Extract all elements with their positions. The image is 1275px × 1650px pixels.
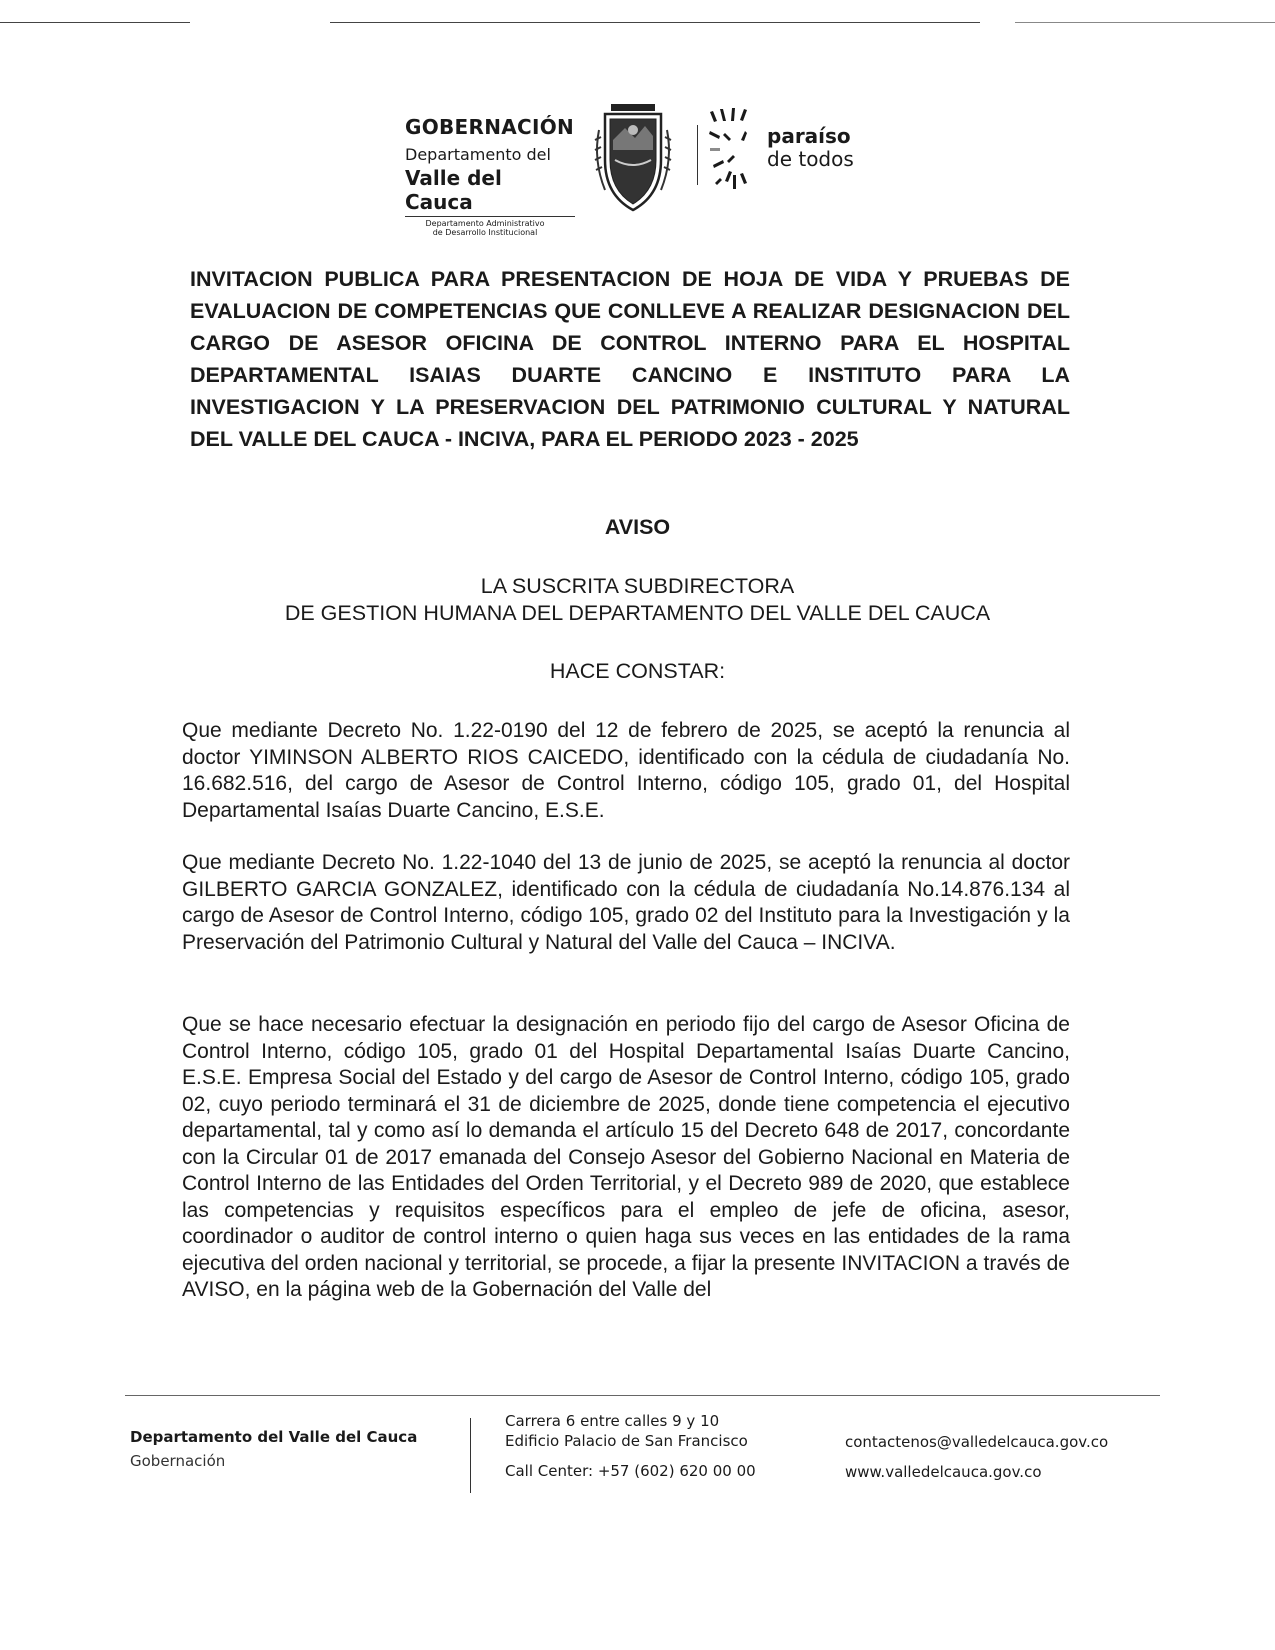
gov-admin-line1: Departamento Administrativo: [425, 219, 545, 228]
footer-entity: [130, 1428, 417, 1470]
footer-website[interactable]: www.valledelcauca.gov.co: [845, 1463, 1042, 1481]
letterhead: [405, 95, 925, 237]
signer-line2: DE GESTION HUMANA DEL DEPARTAMENTO DEL VALLE DEL CAUCA: [284, 601, 991, 625]
slogan-bold: paraíso: [767, 124, 851, 148]
footer-call-center: Call Center: +57 (602) 620 00 00: [505, 1462, 756, 1480]
gov-valle: Valle del Cauca: [405, 166, 575, 217]
paragraph-3: Que se hace necesario efectuar la designación en periodo fijo del cargo de Asesor Oficina de Control Interno, código 105, grado 01 del Hospital Departamental Isaías Duarte Cancino, E.S.E. Empresa Social del Estado y del cargo de Asesor de Control Interno, código 105, grado 02, cuyo periodo terminará el 31 de diciembre de 2025, donde tiene competencia el ejecutivo departamental, tal y como así lo demanda el artículo 15 del Decreto 648 de 2017, concordante con la Circular 01 de 2017 emanada del Consejo Asesor del Gobierno Nacional en Materia de Control Interno de las Entidades del Orden Territorial, y el Decreto 989 de 2020, que establece las competencias y requisitos específicos para el empleo de jefe de oficina, asesor, coordinador o auditor de control interno o quien haga sus veces en las entidades de la rama ejecutiva del orden nacional y territorial, se procede, a fijar la presente INVITACION a través de AVISO, en la página web de la Gobernación del Valle del: [182, 1013, 1070, 1301]
footer-separator: [470, 1418, 471, 1493]
footer-address-line2: Edificio Palacio de San Francisco: [505, 1432, 748, 1450]
footer-address: [505, 1411, 756, 1481]
slogan-rest: de todos: [767, 147, 854, 171]
gov-admin-unit: [405, 219, 565, 237]
document-title: INVITACION PUBLICA PARA PRESENTACION DE HOJA DE VIDA Y PRUEBAS DE EVALUACION DE COMPETENCIAS QUE CONLLEVE A REALIZAR DESIGNACION DEL CARGO DE ASESOR OFICINA DE CONTROL INTERNO PARA EL HOSPITAL DEPARTAMENTAL ISAIAS DUARTE CANCINO E INSTITUTO PARA LA INVESTIGACION Y LA PRESERVACION DEL PATRIMONIO CULTURAL Y NATURAL DEL VALLE DEL CAUCA - INCIVA, PARA EL PERIODO 2023 - 2025: [190, 267, 1070, 451]
signer-block: [0, 573, 1275, 627]
paragraph-1: Que mediante Decreto No. 1.22-0190 del 12 de febrero de 2025, se aceptó la renuncia al doctor YIMINSON ALBERTO RIOS CAICEDO, identificado con la cédula de ciudadanía No. 16.682.516, del cargo de Asesor de Control Interno, código 105, grado 01, del Hospital Departamental Isaías Duarte Cancino, E.S.E.: [182, 719, 1070, 822]
footer-dept: Departamento del Valle del Cauca: [130, 1428, 418, 1446]
scan-rule-right: [1015, 22, 1275, 23]
footer-address-line1: Carrera 6 entre calles 9 y 10: [505, 1412, 720, 1430]
gov-title: GOBERNACIÓN: [405, 115, 575, 139]
scan-rule-center: [330, 22, 980, 23]
government-name-block: [405, 115, 575, 237]
logo-separator: [697, 125, 698, 185]
paragraph-2: Que mediante Decreto No. 1.22-1040 del 13 de junio de 2025, se aceptó la renuncia al doctor GILBERTO GARCIA GONZALEZ, identificado con la cédula de ciudadanía No.14.876.134 al cargo de Asesor de Control Interno, código 105, grado 02 del Instituto para la Investigación y la Preservación del Patrimonio Cultural y Natural del Valle del Cauca – INCIVA.: [182, 851, 1070, 954]
paraiso-brand-icon: [705, 103, 765, 213]
footer-contact: [845, 1432, 1108, 1482]
signer-line1: LA SUSCRITA SUBDIRECTORA: [480, 574, 795, 598]
footer-divider: [125, 1395, 1160, 1396]
aviso-heading: AVISO: [604, 515, 671, 539]
hace-constar-heading: HACE CONSTAR:: [549, 659, 726, 683]
scan-rule-left: [0, 22, 190, 23]
gov-admin-line2: de Desarrollo Institucional: [432, 228, 538, 237]
gov-department: Departamento del: [405, 145, 551, 164]
footer-email[interactable]: contactenos@valledelcauca.gov.co: [845, 1433, 1109, 1451]
coat-of-arms-icon: [583, 100, 683, 215]
footer-gob: Gobernación: [130, 1452, 226, 1470]
slogan: [767, 125, 854, 171]
